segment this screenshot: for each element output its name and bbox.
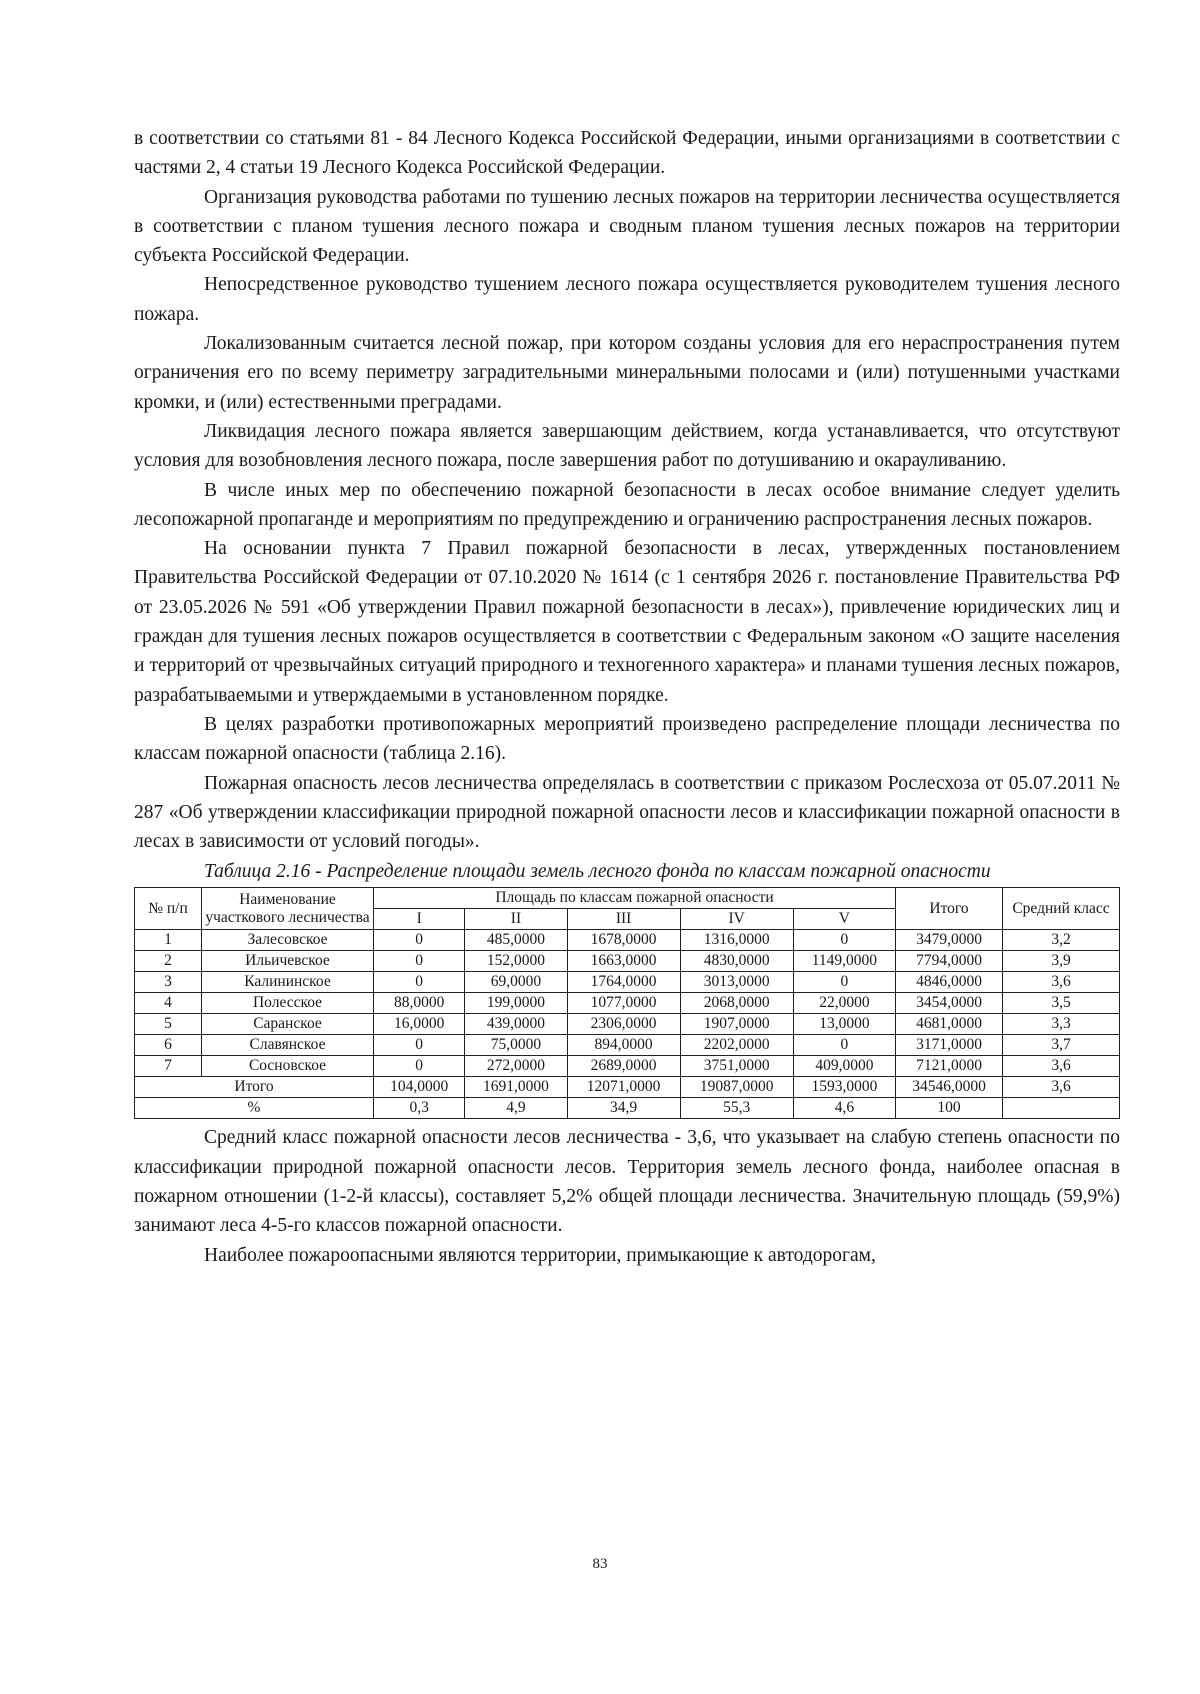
table-cell: 439,0000 — [465, 1014, 567, 1035]
table-cell: 19087,0000 — [680, 1077, 793, 1098]
fire-class-table — [134, 887, 1120, 1119]
table-cell: Славянское — [202, 1035, 374, 1056]
table-cell: 34546,0000 — [896, 1077, 1003, 1098]
table-cell: Ильичевское — [202, 951, 374, 972]
table-row — [135, 972, 1120, 993]
table-cell: 7794,0000 — [896, 951, 1003, 972]
table-cell: 3,6 — [1003, 972, 1120, 993]
table-cell: 3,7 — [1003, 1035, 1120, 1056]
table-cell: 12071,0000 — [567, 1077, 680, 1098]
header-class-4: IV — [680, 909, 793, 930]
table-cell: Итого — [135, 1077, 374, 1098]
table-cell: 1316,0000 — [680, 930, 793, 951]
table-cell: 152,0000 — [465, 951, 567, 972]
table-row — [135, 951, 1120, 972]
table-cell: 16,0000 — [374, 1014, 465, 1035]
table-cell: 1077,0000 — [567, 993, 680, 1014]
table-cell: 3751,0000 — [680, 1056, 793, 1077]
table-cell: 1678,0000 — [567, 930, 680, 951]
table-caption: Таблица 2.16 - Распределение площади земель лесного фонда по классам пожарной опасности — [204, 861, 991, 883]
table-total-row — [135, 1077, 1120, 1098]
table-row — [135, 993, 1120, 1014]
table-cell: Саранское — [202, 1014, 374, 1035]
table-cell: 1907,0000 — [680, 1014, 793, 1035]
table-cell: 6 — [135, 1035, 202, 1056]
table-cell: 4830,0000 — [680, 951, 793, 972]
table-cell: 4 — [135, 993, 202, 1014]
table-cell: 1691,0000 — [465, 1077, 567, 1098]
paragraph: Пожарная опасность лесов лесничества определялась в соответствии с приказом Рослесхоза от 05.07.2011 № 287 «Об утверждении классификации природной пожарной опасности лесов и классификации пожарной опасности в лесах в зависимости от условий погоды». — [134, 772, 1120, 853]
table-cell: 4,6 — [793, 1098, 895, 1119]
table-cell: Полесское — [202, 993, 374, 1014]
table-cell: 1593,0000 — [793, 1077, 895, 1098]
table-cell: 272,0000 — [465, 1056, 567, 1077]
table-row — [135, 930, 1120, 951]
header-class-1: I — [374, 909, 465, 930]
page-number: 83 — [592, 1556, 608, 1572]
table-cell: 34,9 — [567, 1098, 680, 1119]
table-cell: 1 — [135, 930, 202, 951]
table-cell: 3,6 — [1003, 1077, 1120, 1098]
paragraph: Наиболее пожароопасными являются территории, примыкающие к автодорогам, — [204, 1244, 876, 1266]
header-area-group: Площадь по классам пожарной опасности — [374, 888, 896, 909]
table-cell: 3479,0000 — [896, 930, 1003, 951]
table-cell: 13,0000 — [793, 1014, 895, 1035]
table-cell: 0 — [374, 1056, 465, 1077]
table-cell: 104,0000 — [374, 1077, 465, 1098]
table-cell: 3013,0000 — [680, 972, 793, 993]
table-cell: 409,0000 — [793, 1056, 895, 1077]
table-cell: 0 — [793, 930, 895, 951]
table-row — [135, 1056, 1120, 1077]
paragraph: Средний класс пожарной опасности лесов лесничества - 3,6, что указывает на слабую степень опасности по классификации природной пожарной опасности лесов. Территория земель лесного фонда, наиболее опасная в пожарном отношении (1-2-й классы), составляет 5,2% общей площади лесничества. Значительную площадь (59,9%) занимают леса 4-5-го классов пожарной опасности. — [134, 1127, 1120, 1237]
table-cell: 100 — [896, 1098, 1003, 1119]
document-body — [134, 124, 1120, 1270]
table-cell: 69,0000 — [465, 972, 567, 993]
table-cell: 3,5 — [1003, 993, 1120, 1014]
paragraph: Локализованным считается лесной пожар, при котором созданы условия для его нераспространения путем ограничения его по всему периметру заградительными минеральными полосами и (или) потушенными участками кромки, и (или) естественными преградами. — [134, 333, 1120, 413]
table-cell: 2 — [135, 951, 202, 972]
table-percent-row — [135, 1098, 1120, 1119]
table-cell: 2068,0000 — [680, 993, 793, 1014]
table-cell: 22,0000 — [793, 993, 895, 1014]
table-cell: 3,9 — [1003, 951, 1120, 972]
header-class-2: II — [465, 909, 567, 930]
paragraph: В числе иных мер по обеспечению пожарной безопасности в лесах особое внимание следует уделить лесопожарной пропаганде и мероприятиям по предупреждению и ограничению распространения лесных пожаров. — [134, 479, 1120, 530]
table-cell: 88,0000 — [374, 993, 465, 1014]
table-cell: 3 — [135, 972, 202, 993]
header-total: Итого — [896, 888, 1003, 930]
table-cell: 3,6 — [1003, 1056, 1120, 1077]
table-cell: 1149,0000 — [793, 951, 895, 972]
table-cell: % — [135, 1098, 374, 1119]
table-header-row — [135, 888, 1120, 909]
table-cell: Сосновское — [202, 1056, 374, 1077]
table-cell: 75,0000 — [465, 1035, 567, 1056]
table-cell: 5 — [135, 1014, 202, 1035]
table-cell: 199,0000 — [465, 993, 567, 1014]
table-cell: 0 — [793, 972, 895, 993]
table-cell: 7 — [135, 1056, 202, 1077]
header-class-5: V — [793, 909, 895, 930]
table-cell: 894,0000 — [567, 1035, 680, 1056]
header-name: Наименование участкового лесничества — [202, 888, 374, 930]
table-cell: 55,3 — [680, 1098, 793, 1119]
table-cell: 1663,0000 — [567, 951, 680, 972]
table-cell: 0 — [793, 1035, 895, 1056]
paragraph: Организация руководства работами по тушению лесных пожаров на территории лесничества осуществляется в соответствии с планом тушения лесного пожара и сводным планом тушения лесных пожаров на территории субъекта Российской Федерации. — [134, 186, 1120, 267]
table-cell: 0,3 — [374, 1098, 465, 1119]
table-cell: 2689,0000 — [567, 1056, 680, 1077]
table-cell: 4,9 — [465, 1098, 567, 1119]
table-cell: 3454,0000 — [896, 993, 1003, 1014]
table-cell: 485,0000 — [465, 930, 567, 951]
table-cell: Калининское — [202, 972, 374, 993]
table-cell: 4846,0000 — [896, 972, 1003, 993]
table-cell: 0 — [374, 930, 465, 951]
paragraph: В целях разработки противопожарных мероприятий произведено распределение площади лесничества по классам пожарной опасности (таблица 2.16). — [134, 713, 1120, 765]
header-num: № п/п — [135, 888, 202, 930]
table-cell: 3171,0000 — [896, 1035, 1003, 1056]
table-cell: 2306,0000 — [567, 1014, 680, 1035]
table-cell: 0 — [374, 972, 465, 993]
paragraph: в соответствии со статьями 81 - 84 Лесного Кодекса Российской Федерации, иными организациями в соответствии с частями 2, 4 статьи 19 Лесного Кодекса Российской Федерации. — [134, 128, 1120, 179]
table-cell: 7121,0000 — [896, 1056, 1003, 1077]
paragraph: Непосредственное руководство тушением лесного пожара осуществляется руководителем тушения лесного пожара. — [134, 274, 1120, 325]
table-cell: 1764,0000 — [567, 972, 680, 993]
header-class-3: III — [567, 909, 680, 930]
header-avg: Средний класс — [1003, 888, 1120, 930]
table-cell: 0 — [374, 1035, 465, 1056]
table-cell: 3,2 — [1003, 930, 1120, 951]
paragraph: Ликвидация лесного пожара является завершающим действием, когда устанавливается, что отсутствуют условия для возобновления лесного пожара, после завершения работ по дотушиванию и окарауливанию. — [134, 420, 1120, 472]
table-body — [135, 930, 1120, 1119]
table-cell: 2202,0000 — [680, 1035, 793, 1056]
table-cell: Залесовское — [202, 930, 374, 951]
table-cell: 0 — [374, 951, 465, 972]
table-cell: 3,3 — [1003, 1014, 1120, 1035]
paragraph: На основании пункта 7 Правил пожарной безопасности в лесах, утвержденных постановлением Правительства Российской Федерации от 07.10.2020 № 1614 (с 1 сентября 2026 г. постановление Правительства РФ от 23.05.2026 № 591 «Об утверждении Правил пожарной безопасности в лесах»), привлечение юридических лиц и граждан для тушения лесных пожаров осуществляется в соответствии с Федеральным законом «О защите населения и территорий от чрезвычайных ситуаций природного и техногенного характера» и планами тушения лесных пожаров, разрабатываемыми и утверждаемыми в установленном порядке. — [134, 538, 1120, 706]
table-cell — [1003, 1098, 1120, 1119]
table-row — [135, 1035, 1120, 1056]
table-row — [135, 1014, 1120, 1035]
table-cell: 4681,0000 — [896, 1014, 1003, 1035]
